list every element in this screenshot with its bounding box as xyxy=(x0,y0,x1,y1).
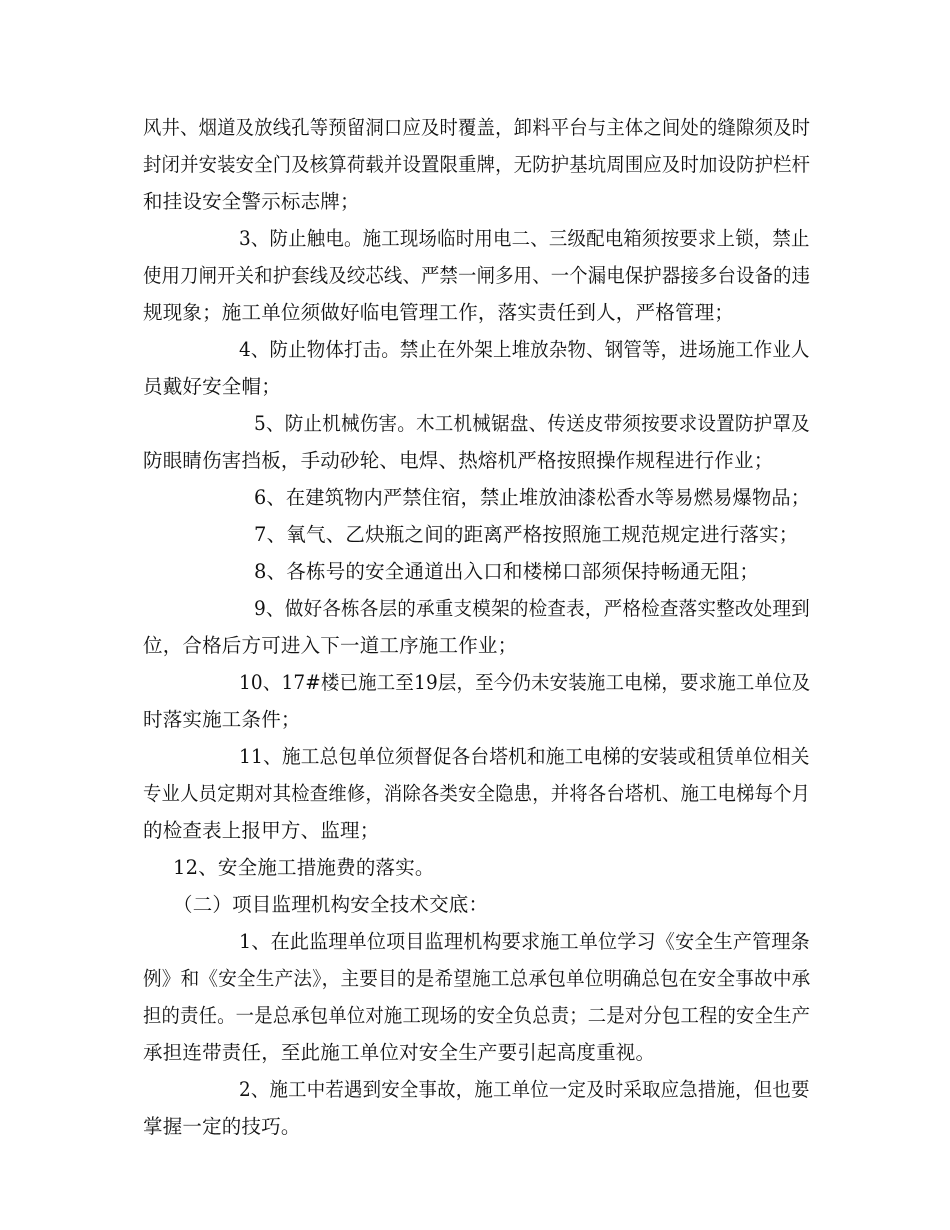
text-line: 员戴好安全帽； xyxy=(143,375,281,398)
text-line: 3、防止触电。施工现场临时用电二、三级配电箱须按要求上锁，禁止 xyxy=(239,227,810,250)
text-line: 12、安全施工措施费的落实。 xyxy=(173,856,435,879)
text-line: 9、做好各栋各层的承重支模架的检查表，严格检查落实整改处理到 xyxy=(254,597,810,620)
text-line: 4、防止物体打击。禁止在外架上堆放杂物、钢管等，进场施工作业人 xyxy=(239,338,810,361)
text-line: 时落实施工条件； xyxy=(143,708,301,731)
text-line: 防眼睛伤害挡板，手动砂轮、电焊、热熔机严格按照操作规程进行作业； xyxy=(143,449,774,472)
text-line: 6、在建筑物内严禁住宿，禁止堆放油漆松香水等易燃易爆物品； xyxy=(254,486,811,509)
text-line: 7、氧气、乙炔瓶之间的距离严格按照施工规范规定进行落实； xyxy=(254,523,799,546)
text-line: 担的责任。一是总承包单位对施工现场的安全负总责；二是对分包工程的安全生产 xyxy=(143,1004,811,1027)
section-heading: （二）项目监理机构安全技术交底： xyxy=(173,893,489,916)
text-line: 例》和《安全生产法》，主要目的是希望施工总承包单位明确总包在安全事故中承 xyxy=(143,967,811,990)
text-line: 1、在此监理单位项目监理机构要求施工单位学习《安全生产管理条 xyxy=(239,930,810,953)
text-line: 使用刀闸开关和护套线及绞芯线、严禁一闸多用、一个漏电保护器接多台设备的违 xyxy=(143,264,811,287)
text-line: 的检查表上报甲方、监理； xyxy=(143,819,380,842)
text-line: 风井、烟道及放线孔等预留洞口应及时覆盖，卸料平台与主体之间处的缝隙须及时 xyxy=(143,116,811,139)
text-line: 承担连带责任，至此施工单位对安全生产要引起高度重视。 xyxy=(143,1041,656,1064)
text-line: 封闭并安装安全门及核算荷载并设置限重牌，无防护基坑周围应及时加设防护栏杆 xyxy=(143,153,811,176)
text-line: 10、17#楼已施工至19层，至今仍未安装施工电梯，要求施工单位及 xyxy=(239,671,811,694)
text-line: 2、施工中若遇到安全事故，施工单位一定及时采取应急措施，但也要 xyxy=(239,1078,810,1101)
text-line: 规现象；施工单位须做好临电管理工作，落实责任到人，严格管理； xyxy=(143,301,735,324)
text-line: 位，合格后方可进入下一道工序施工作业； xyxy=(143,634,518,657)
text-line: 专业人员定期对其检查维修，消除各类安全隐患，并将各台塔机、施工电梯每个月 xyxy=(143,782,811,805)
text-line: 和挂设安全警示标志牌； xyxy=(143,190,360,213)
text-line: 11、施工总包单位须督促各台塔机和施工电梯的安装或租赁单位相关 xyxy=(239,745,810,768)
text-line: 8、各栋号的安全通道出入口和楼梯口部须保持畅通无阻； xyxy=(254,560,760,583)
text-line: 5、防止机械伤害。木工机械锯盘、传送皮带须按要求设置防护罩及 xyxy=(254,412,810,435)
text-line: 掌握一定的技巧。 xyxy=(143,1115,301,1138)
